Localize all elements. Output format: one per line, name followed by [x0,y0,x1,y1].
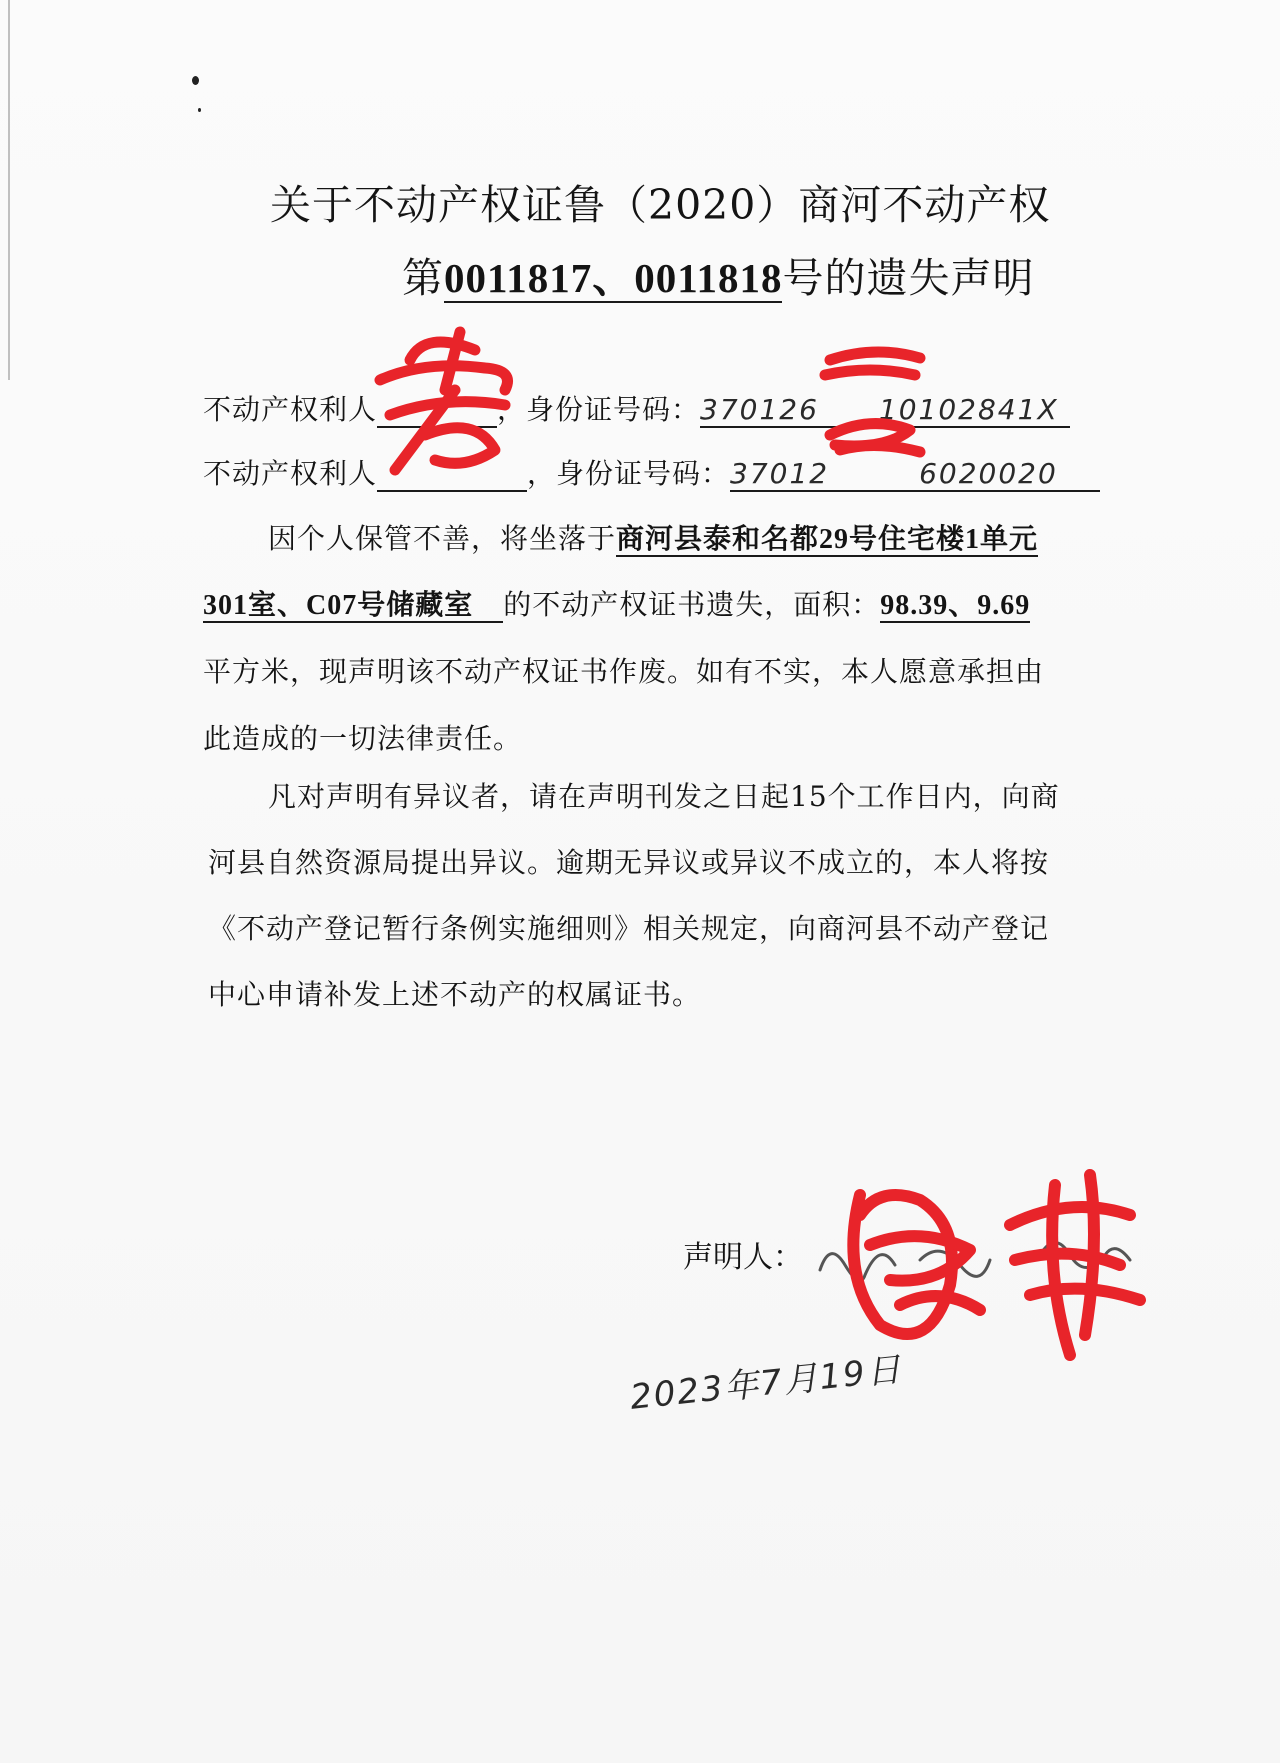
document-title-line1: 关于不动产权证鲁（2020）商河不动产权 [270,181,1051,229]
owner-name-blank [377,457,527,492]
para1-line4: 此造成的一切法律责任。 [203,722,523,755]
id-visible-start: 37012 [730,457,830,490]
id-visible-start: 370126 [700,393,819,426]
title-suffix: 号的遗失声明 [782,254,1035,302]
para1-mid: 的不动产权证书遗失，面积： [503,588,881,621]
address-part2: 301室、C07号储藏室 [203,590,503,623]
owner-label: 不动产权利人 [203,393,378,426]
para2-line4: 中心申请补发上述不动产的权属证书。 [208,978,702,1011]
certificate-numbers: 0011817、0011818 [444,255,783,301]
para1-line1 [268,517,1038,557]
para1-line3: 平方米，现声明该不动产权证书作废。如有不实，本人愿意承担由 [203,655,1045,688]
id-separator: ，身份证号码： [497,393,701,426]
ink-speck [192,76,199,85]
area-values: 98.39、9.69 [880,590,1031,621]
redaction-scribble-signature [830,1155,1190,1375]
ink-speck [198,108,201,112]
scan-edge-line [8,0,10,380]
id-separator: ，身份证号码： [527,457,731,490]
handwritten-signature [800,1200,1180,1320]
para1-lead: 因个人保管不善，将坐落于 [268,522,617,555]
para2-line1: 凡对声明有异议者，请在声明刊发之日起15个工作日内，向商 [268,780,1060,813]
signature-label: 声明人： [683,1240,803,1275]
id-number-field [700,393,1070,428]
owner-label: 不动产权利人 [203,457,378,490]
para2-line3: 《不动产登记暂行条例实施细则》相关规定，向商河县不动产登记 [208,912,1050,945]
signing-date: 2023年7月19日 [628,1349,905,1418]
owner-line-1 [203,388,1070,428]
para2-line2: 河县自然资源局提出异议。逾期无异议或异议不成立的，本人将按 [208,846,1050,879]
id-visible-end: 10102841X [878,393,1059,426]
id-visible-end: 6020020 [919,457,1058,490]
para1-line2 [203,583,1030,623]
owner-line-2 [203,452,1100,492]
address-part1: 商河县泰和名都29号住宅楼1单元 [616,524,1039,555]
id-number-field [730,457,1100,492]
title-prefix: 第 [402,254,444,302]
document-title-line2 [402,245,1034,304]
owner-name-blank [377,393,497,428]
